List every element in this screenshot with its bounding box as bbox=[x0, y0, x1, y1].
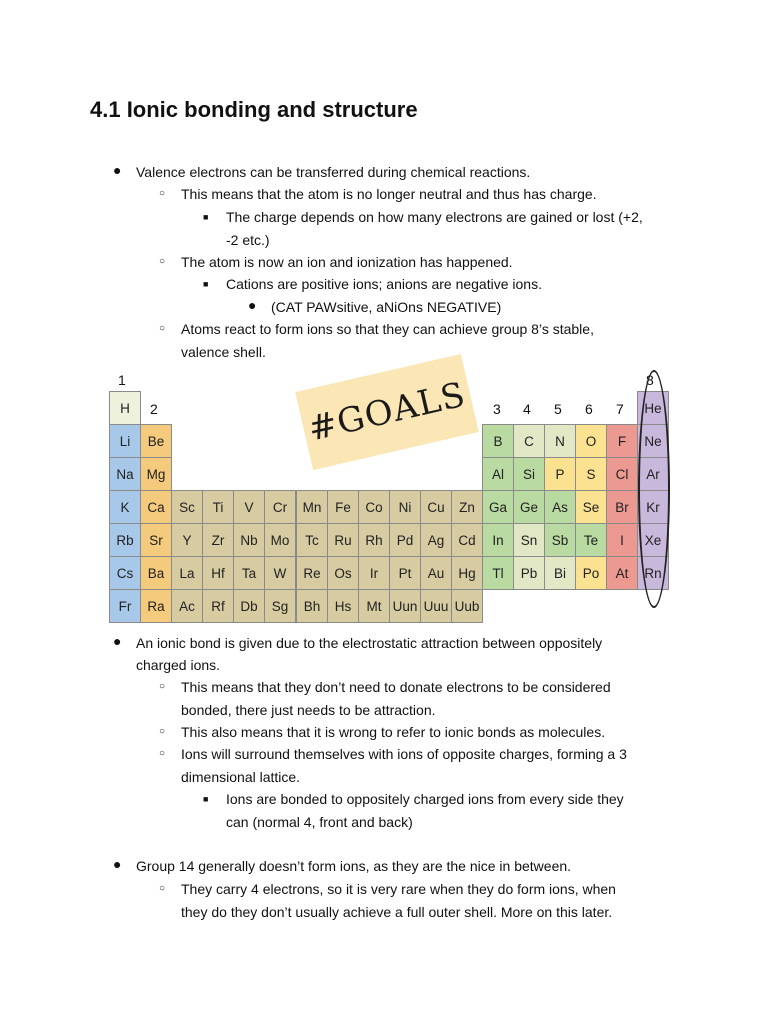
element-y: Y bbox=[171, 523, 203, 557]
element-ag: Ag bbox=[420, 523, 452, 557]
bullet-square: ■ bbox=[203, 279, 209, 289]
text-line: valence shell. bbox=[181, 344, 266, 360]
bullet-circle: ○ bbox=[159, 883, 166, 894]
element-bi: Bi bbox=[544, 556, 576, 590]
element-ga: Ga bbox=[482, 490, 514, 524]
text-line: The charge depends on how many electrons are gained or lost (+2, bbox=[226, 209, 643, 225]
bullet-circle: ○ bbox=[159, 256, 166, 267]
element-fe: Fe bbox=[327, 490, 359, 524]
element-hs: Hs bbox=[327, 589, 359, 623]
element-cd: Cd bbox=[451, 523, 483, 557]
element-ra: Ra bbox=[140, 589, 172, 623]
element-db: Db bbox=[233, 589, 265, 623]
bullet-disc: ● bbox=[113, 162, 122, 178]
element-li: Li bbox=[109, 424, 141, 458]
element-rh: Rh bbox=[358, 523, 390, 557]
element-ni: Ni bbox=[389, 490, 421, 524]
element-kr: Kr bbox=[637, 490, 669, 524]
text-line: bonded, there just needs to be attraction. bbox=[181, 702, 436, 718]
group-label-4: 4 bbox=[523, 401, 531, 417]
element-na: Na bbox=[109, 457, 141, 491]
element-mn: Mn bbox=[296, 490, 328, 524]
element-cr: Cr bbox=[264, 490, 296, 524]
element-s: S bbox=[575, 457, 607, 491]
group-label-5: 5 bbox=[554, 401, 562, 417]
text-line: Cations are positive ions; anions are negative ions. bbox=[226, 276, 542, 292]
group-label-7: 7 bbox=[616, 401, 624, 417]
page-title: 4.1 Ionic bonding and structure bbox=[90, 97, 418, 122]
element-ge: Ge bbox=[513, 490, 545, 524]
element-cl: Cl bbox=[606, 457, 638, 491]
text-line: The atom is now an ion and ionization has happened. bbox=[181, 254, 513, 270]
element-hf: Hf bbox=[202, 556, 234, 590]
element-rn: Rn bbox=[637, 556, 669, 590]
element-be: Be bbox=[140, 424, 172, 458]
element-ru: Ru bbox=[327, 523, 359, 557]
element-zr: Zr bbox=[202, 523, 234, 557]
group-label-2: 2 bbox=[150, 401, 158, 417]
element-ac: Ac bbox=[171, 589, 203, 623]
goals-note-text: #GOALS bbox=[304, 374, 470, 450]
element-bh: Bh bbox=[296, 589, 328, 623]
element-he: He bbox=[637, 391, 669, 425]
bullet-disc: ● bbox=[113, 633, 122, 649]
element-re: Re bbox=[296, 556, 328, 590]
text-line: This means that the atom is no longer neutral and thus has charge. bbox=[181, 186, 597, 202]
element-i: I bbox=[606, 523, 638, 557]
element-tc: Tc bbox=[296, 523, 328, 557]
group-8-highlight-oval bbox=[638, 370, 670, 608]
text-line: Atoms react to form ions so that they can achieve group 8’s stable, bbox=[181, 321, 594, 337]
element-po: Po bbox=[575, 556, 607, 590]
text-line: An ionic bond is given due to the electrostatic attraction between oppositely bbox=[136, 635, 603, 651]
element-v: V bbox=[233, 490, 265, 524]
text-line: dimensional lattice. bbox=[181, 769, 301, 785]
element-mo: Mo bbox=[264, 523, 296, 557]
element-k: K bbox=[109, 490, 141, 524]
text-line: Group 14 generally doesn’t form ions, as they are the nice in between. bbox=[136, 858, 572, 874]
group-label-1: 1 bbox=[118, 372, 126, 388]
element-fr: Fr bbox=[109, 589, 141, 623]
element-zn: Zn bbox=[451, 490, 483, 524]
element-se: Se bbox=[575, 490, 607, 524]
element-as: As bbox=[544, 490, 576, 524]
text-line: (CAT PAWsitive, aNiOns NEGATIVE) bbox=[271, 299, 502, 315]
element-o: O bbox=[575, 424, 607, 458]
bullet-disc: ● bbox=[113, 856, 122, 872]
text-line: This means that they don’t need to donate electrons to be considered bbox=[181, 679, 611, 695]
text-line: Ions are bonded to oppositely charged ions from every side they bbox=[226, 791, 624, 807]
element-hg: Hg bbox=[451, 556, 483, 590]
element-sn: Sn bbox=[513, 523, 545, 557]
element-rb: Rb bbox=[109, 523, 141, 557]
element-mt: Mt bbox=[358, 589, 390, 623]
element-nb: Nb bbox=[233, 523, 265, 557]
element-ba: Ba bbox=[140, 556, 172, 590]
bullet-circle: ○ bbox=[159, 748, 166, 759]
bullet-circle: ○ bbox=[159, 681, 166, 692]
element-au: Au bbox=[420, 556, 452, 590]
element-br: Br bbox=[606, 490, 638, 524]
bullet-circle: ○ bbox=[159, 323, 166, 334]
element-xe: Xe bbox=[637, 523, 669, 557]
bullet-square: ■ bbox=[203, 212, 209, 222]
element-co: Co bbox=[358, 490, 390, 524]
element-ir: Ir bbox=[358, 556, 390, 590]
element-la: La bbox=[171, 556, 203, 590]
element-al: Al bbox=[482, 457, 514, 491]
element-ca: Ca bbox=[140, 490, 172, 524]
element-sg: Sg bbox=[264, 589, 296, 623]
element-ne: Ne bbox=[637, 424, 669, 458]
element-cs: Cs bbox=[109, 556, 141, 590]
element-f: F bbox=[606, 424, 638, 458]
group-label-6: 6 bbox=[585, 401, 593, 417]
element-at: At bbox=[606, 556, 638, 590]
group-label-3: 3 bbox=[493, 401, 501, 417]
element-sb: Sb bbox=[544, 523, 576, 557]
element-sr: Sr bbox=[140, 523, 172, 557]
element-pt: Pt bbox=[389, 556, 421, 590]
text-line: charged ions. bbox=[136, 657, 221, 673]
element-n: N bbox=[544, 424, 576, 458]
element-si: Si bbox=[513, 457, 545, 491]
element-uun: Uun bbox=[389, 589, 421, 623]
element-ar: Ar bbox=[637, 457, 669, 491]
element-pb: Pb bbox=[513, 556, 545, 590]
element-te: Te bbox=[575, 523, 607, 557]
bullet-disc: ● bbox=[248, 297, 257, 313]
element-h: H bbox=[109, 391, 141, 425]
text-line: Ions will surround themselves with ions of opposite charges, forming a 3 bbox=[181, 746, 627, 762]
bullet-square: ■ bbox=[203, 794, 209, 804]
element-w: W bbox=[264, 556, 296, 590]
element-pd: Pd bbox=[389, 523, 421, 557]
element-c: C bbox=[513, 424, 545, 458]
element-uub: Uub bbox=[451, 589, 483, 623]
element-p: P bbox=[544, 457, 576, 491]
group-label-8: 8 bbox=[646, 372, 654, 388]
text-line: This also means that it is wrong to refer to ionic bonds as molecules. bbox=[181, 724, 606, 740]
text-line: can (normal 4, front and back) bbox=[226, 814, 413, 830]
element-ta: Ta bbox=[233, 556, 265, 590]
element-tl: Tl bbox=[482, 556, 514, 590]
goals-sticky-note bbox=[295, 354, 479, 470]
text-line: They carry 4 electrons, so it is very rare when they do form ions, when bbox=[181, 881, 616, 897]
text-line: -2 etc.) bbox=[226, 232, 270, 248]
element-ti: Ti bbox=[202, 490, 234, 524]
element-uuu: Uuu bbox=[420, 589, 452, 623]
element-b: B bbox=[482, 424, 514, 458]
bullet-circle: ○ bbox=[159, 726, 166, 737]
element-mg: Mg bbox=[140, 457, 172, 491]
element-rf: Rf bbox=[202, 589, 234, 623]
text-line: Valence electrons can be transferred during chemical reactions. bbox=[136, 164, 531, 180]
element-os: Os bbox=[327, 556, 359, 590]
element-in: In bbox=[482, 523, 514, 557]
text-line: they do they don’t usually achieve a full outer shell. More on this later. bbox=[181, 904, 613, 920]
element-sc: Sc bbox=[171, 490, 203, 524]
bullet-circle: ○ bbox=[159, 188, 166, 199]
element-cu: Cu bbox=[420, 490, 452, 524]
